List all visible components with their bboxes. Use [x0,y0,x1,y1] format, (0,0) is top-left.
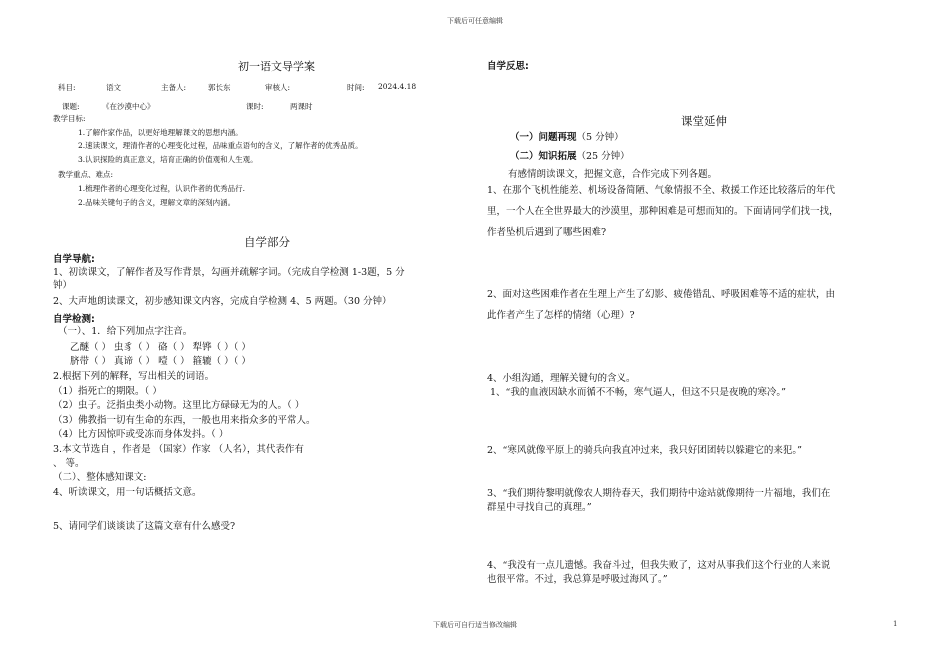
question-3-heading: 4、小组沟通，理解关键句的含义。 [487,373,636,384]
sentence-1: 1、“我的血液因缺水而循不不畅，寒气逼人，但这不只是夜晚的寒冷。” [490,387,787,398]
topic-label: 课题: [62,102,80,111]
section-2-heading [510,150,630,164]
hours-value: 两课时 [290,102,313,111]
key-item: 2.品味关键句子的含义，理解文章的深刻内涵。 [78,198,236,207]
page-footer: 下载后可自行适当修改编辑 [433,621,517,629]
key-item: 1.梳理作者的心理变化过程，认识作者的优秀品行. [78,184,246,193]
question-1-line: 作者坠机后遇到了哪些困难? [487,227,607,238]
hours-label: 课时: [246,102,264,111]
topic-value: 《在沙漠中心》 [102,102,155,111]
part2-label: （二）、整体感知课文: [53,472,147,483]
section-2-label: （二）知识拓展 [510,151,577,162]
check-label: 自学检测: [53,314,95,325]
question-2-line: 此作者产生了怎样的情绪（心理）? [487,310,635,321]
goal-item: 3.认识探险的真正意义，培育正确的价值观和人生观。 [78,155,258,164]
pinyin-row: 乙醚（ ） 虫豸（ ） 硌（ ） 犁铧（ ）（ ） [70,342,251,353]
sentence-4-line: 也很平常。不过，我总算是呼吸过海风了。” [487,574,668,585]
time-value: 2024.4.18 [378,82,417,91]
q3-line: 、 等。 [53,458,85,469]
keys-label: 教学重点、难点: [58,170,114,179]
time-label: 时间: [347,83,365,92]
preparer-label: 主备人: [161,83,187,92]
goals-label: 教学目标: [53,114,86,123]
intro-text: 有感情朗读课文，把握文意，合作完成下列各题。 [508,169,718,180]
nav-item-1: 1、初读课文，了解作者及写作背景，勾画并疏解字词。（完成自学检测 1-3题，5 分 [53,267,405,278]
subject-label: 科目: [58,83,76,92]
q3-line: 3.本文节选自 ，作者是 （国家）作家 （人名），其代表作有 [53,444,304,455]
section-1-time: （5 分钟） [576,132,624,143]
page-header: 下载后可任意编辑 [447,17,503,25]
section-2-time: （25 分钟） [576,151,630,162]
self-study-title: 自学部分 [244,235,290,249]
goal-item: 2.速读课文，理清作者的心理变化过程，品味重点语句的含义，了解作者的优秀品质。 [78,141,363,150]
sentence-3-line: 3、“我们期待黎明就像农人期待春天，我们期待中途站就像期待一片福地，我们在 [487,488,831,499]
section-1-label: （一）问题再现 [510,132,577,143]
question-1-line: 里，一个人在全世界最大的沙漠里，那种困难是可想而知的。下面请同学们找一找， [487,206,839,217]
q2-item: （2）虫子。泛指虫类小动物。这里比方碌碌无为的人。（ ） [53,400,305,411]
sentence-2: 2、“寒风就像平原上的骑兵向我直冲过来，我只好团团转以躲避它的来犯。” [487,445,803,456]
page-number: 1 [893,620,898,628]
nav-item-1-cont: 钟） [53,280,73,291]
subject-value: 语文 [106,83,121,92]
reflection-label: 自学反思: [487,61,529,72]
sentence-4-line: 4、“我没有一点儿遗憾。我奋斗过，但我失败了，这对从事我们这个行业的人来说 [487,560,831,571]
extension-title: 课堂延伸 [681,114,727,128]
nav-item-2: 2、大声地朗读课文，初步感知课文内容，完成自学检测 4、5 两题。（30 分钟） [53,296,392,307]
section-1-heading [510,131,624,145]
question-1-line: 1、在那个飞机性能差、机场设备简陋、气象情报不全、救援工作还比较落后的年代 [487,185,836,196]
q5-text: 5、请同学们谈谈读了这篇文章有什么感受? [53,521,236,532]
question-2-line: 2、面对这些困难作者在生理上产生了幻影、疲倦错乱、呼吸困难等不适的症状，由 [487,289,836,300]
q2-item: （1）指死亡的期限。（ ） [53,386,162,397]
goal-item: 1.了解作家作品，以更好地理解课文的思想内涵。 [78,128,243,137]
q2-heading: 2.根据下列的解释，写出相关的词语。 [53,371,215,382]
q2-item: （3）佛教指一切有生命的东西，一般也用来指众多的平常人。 [53,415,316,426]
sentence-3-line: 群星中寻找自己的真理。” [487,502,592,513]
q1-heading: （一）、1．给下列加点字注音。 [58,326,193,337]
nav-label: 自学导航: [53,254,95,265]
reviewer-label: 审核人: [265,83,291,92]
q2-item: （4）比方因惊吓或受冻而身体发抖。（ ） [53,429,229,440]
q4-text: 4、听读课文，用一句话概括文意。 [53,487,202,498]
preparer-value: 郭长东 [208,83,231,92]
doc-title: 初一语文导学案 [238,60,315,73]
pinyin-row: 脐带（ ） 真谛（ ） 噎（ ） 箍辘（ ）（ ） [70,356,251,367]
